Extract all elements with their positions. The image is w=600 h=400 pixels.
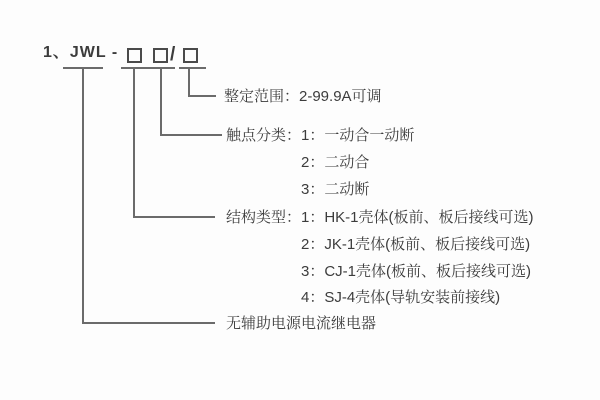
label-structure-type-3: 3：CJ-1壳体(板前、板后接线可选): [301, 263, 532, 280]
connector-setting-range: [188, 95, 216, 97]
label-contact-type-3: 3：二动断: [301, 181, 370, 198]
slash-separator: /: [170, 44, 176, 65]
stem-product-name: [82, 68, 84, 324]
stem-structure-type: [133, 68, 135, 218]
model-prefix-text: 1、JWL -: [43, 44, 119, 61]
stem-setting-range: [188, 68, 190, 97]
label-structure-type-2: 2：JK-1壳体(板前、板后接线可选): [301, 236, 531, 253]
connector-product-name: [82, 322, 215, 324]
label-contact-type-1: 触点分类：1：一动合一动断: [226, 127, 415, 144]
label-structure-type-1: 结构类型：1：HK-1壳体(板前、板后接线可选): [226, 209, 534, 226]
code-box-contact-type: [153, 48, 168, 63]
stem-contact-type: [160, 68, 162, 136]
code-box-structure-type: [127, 48, 142, 63]
tick-under-box3: [179, 67, 206, 69]
label-structure-type-4: 4：SJ-4壳体(导轨安装前接线): [301, 289, 501, 306]
label-setting-range: 整定范围：2-99.9A可调: [224, 88, 382, 105]
label-contact-type-2: 2：二动合: [301, 154, 370, 171]
connector-contact-type: [160, 134, 222, 136]
code-box-setting-range: [183, 48, 198, 63]
connector-structure-type: [133, 216, 215, 218]
label-product-name: 无辅助电源电流继电器: [226, 315, 377, 332]
